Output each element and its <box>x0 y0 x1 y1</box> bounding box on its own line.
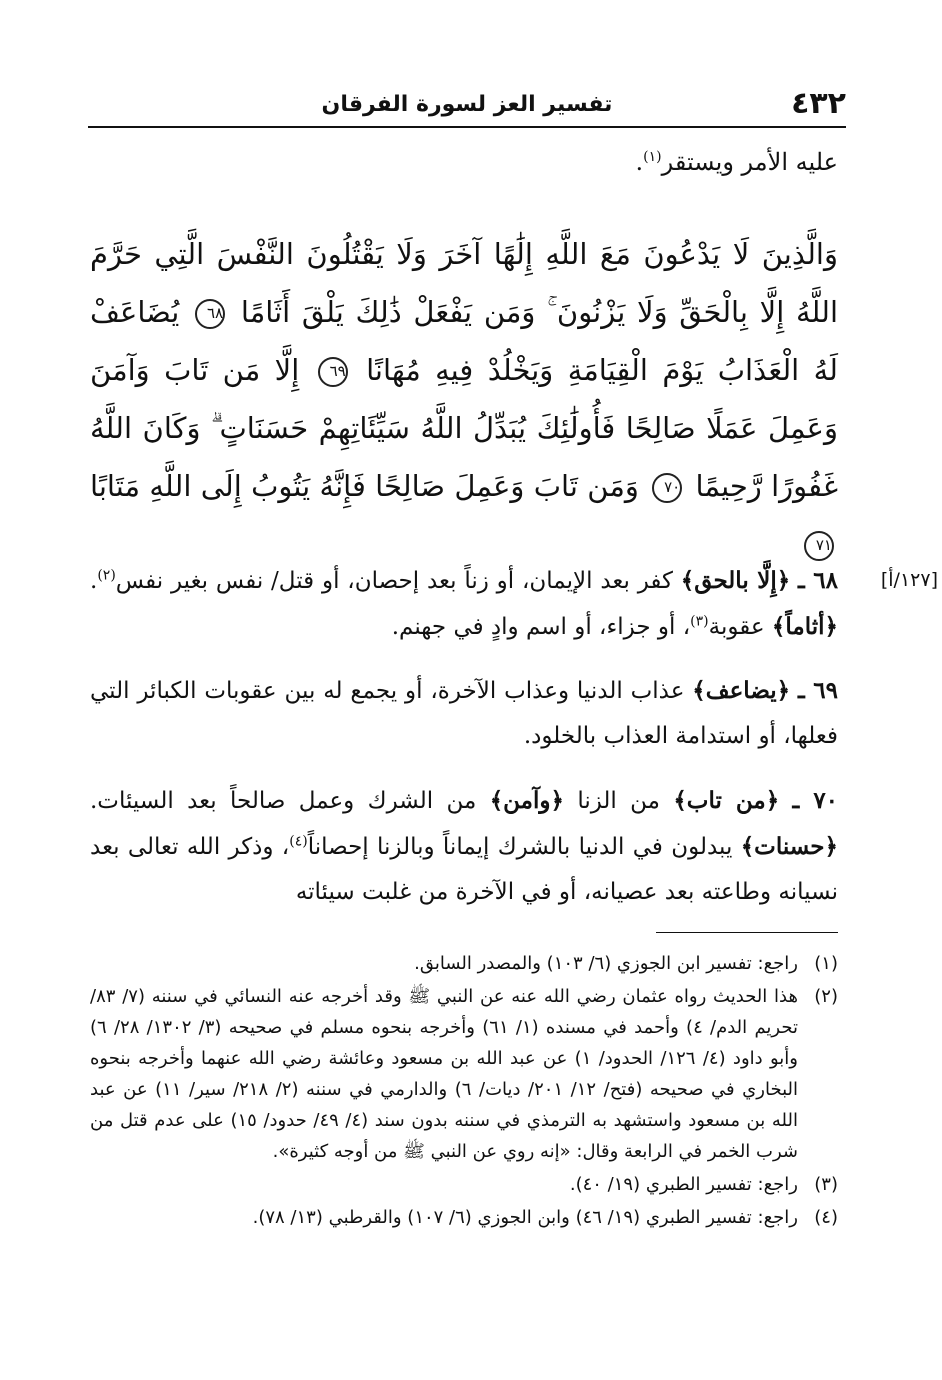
entry-number: ٦٨ ـ <box>798 567 838 594</box>
commentary-text: يبدلون في الدنيا بالشرك إيماناً وبالزنا إحصاناً <box>307 834 733 860</box>
entry-number: ٦٩ ـ <box>798 677 839 704</box>
commentary-text: . <box>90 568 98 594</box>
quoted-term: ﴿وآمن﴾ <box>489 787 564 814</box>
commentary-text: عقوبة <box>708 614 765 640</box>
page-header <box>88 84 846 128</box>
verse-text: وَالَّذِينَ لَا يَدْعُونَ مَعَ اللَّهِ إِلَٰهًا آخَرَ وَلَا يَقْتُلُونَ النَّفْسَ الَّتِي حَرَّمَ اللَّهُ إِلَّا بِالْحَقِّ وَلَا يَزْنُونَ ۚ وَمَن يَفْعَلْ ذَٰلِكَ يَلْقَ أَثَامًا <box>90 237 839 329</box>
footnote-separator <box>656 932 838 933</box>
footnote-text: راجع: تفسير الطبري (١٩/ ٤٦) وابن الجوزي (٦/ ١٠٧) والقرطبي (١٣/ ٧٨). <box>252 1207 798 1228</box>
footnote-text: هذا الحديث رواه عثمان رضي الله عنه عن النبي ﷺ وقد أخرجه عنه النسائي في سننه (٧/ ٨٣/ تحريم الدم/ ٤) وأحمد في مسنده (١/ ٦١) وأخرجه بنحوه مسلم في صحيحه (٣/ ١٣٠٢/ ٢٨/ ٦) وأبو داود (٤/ ١٢٦/ الحدود/ ١) عن عبد الله بن مسعود وعائشة رضي الله عنهما وأخرجه بنحوه البخاري في صحيحه (فتح/ ١٢/ ٢٠١/ ديات/ ٦) والدارمي في سننه (٢/ ٢١٨/ سير/ ١١) عن عبد الله بن مسعود واستشهد به الترمذي في سننه بدون سند (٤/ ٤٩/ حدود/ ١٥) على عدم قتل من شرب الخمر في الرابعة وقال: «إنه روي عن النبي ﷺ من أوجه كثيرة». <box>90 986 799 1162</box>
verse-text: وَمَن تَابَ وَعَمِلَ صَالِحًا فَإِنَّهُ يَتُوبُ إِلَى اللَّهِ مَتَابًا <box>90 469 639 503</box>
quoted-term: ﴿يضاعف﴾ <box>692 677 791 704</box>
running-title: تفسير العز لسورة الفرقان <box>321 92 613 117</box>
footnote-ref[interactable]: (٤) <box>289 833 308 850</box>
commentary-text: كفر بعد الإيمان، أو زناً بعد إحصان، أو قتل/ نفس بغير نفس <box>115 568 673 594</box>
intro-text: عليه الأمر ويستقر <box>661 148 838 176</box>
intro-line <box>90 140 838 184</box>
ayah-number-marker: ٧١ <box>804 531 834 561</box>
footnote-ref[interactable]: (٢) <box>97 567 116 584</box>
verse-text: إِلَّا مَن تَابَ وَآمَنَ وَعَمِلَ عَمَلًا صَالِحًا فَأُولَٰئِكَ يُبَدِّلُ اللَّهُ سَيِّئَاتِهِمْ حَسَنَاتٍ ۗ وَكَانَ اللَّهُ غَفُورًا رَّحِيمًا <box>90 353 839 503</box>
commentary-verse-68 <box>90 558 838 650</box>
entry-number: ٧٠ ـ <box>792 787 839 814</box>
quoted-term: ﴿حسنات﴾ <box>740 833 838 860</box>
commentary-text: من الشرك وعمل صالحاً بعد السيئات. <box>90 788 477 814</box>
manuscript-folio-ref: [١٢٧/أ] <box>880 569 938 591</box>
footnote-item <box>90 981 838 1167</box>
ayah-number-marker: ٦٨ <box>195 299 225 329</box>
intro-end: . <box>635 148 644 176</box>
commentary-text: ، أو جزاء، أو اسم وادٍ في جهنم. <box>391 614 691 640</box>
footnote-item <box>90 1169 838 1200</box>
footnote-ref[interactable]: (٣) <box>690 613 709 630</box>
commentary-verse-69 <box>90 668 838 759</box>
footnotes <box>90 948 838 1235</box>
footnote-text: راجع: تفسير ابن الجوزي (٦/ ١٠٣) والمصدر السابق. <box>414 953 798 974</box>
quran-verses <box>90 225 838 573</box>
footnote-number: (٢) <box>814 986 838 1007</box>
quoted-term: ﴿من تاب﴾ <box>673 787 780 814</box>
commentary-verse-70 <box>90 778 838 915</box>
ayah-number-marker: ٧٠ <box>652 473 682 503</box>
page-number: ٤٣٢ <box>791 86 846 121</box>
commentary-text: عذاب الدنيا وعذاب الآخرة، أو يجمع له بين عقوبات الكبائر التي فعلها، أو استدامة العذاب بالخلود. <box>90 678 838 749</box>
footnote-ref[interactable]: (١) <box>643 149 662 165</box>
commentary-text: من الزنا <box>577 788 660 814</box>
footnote-item <box>90 1202 838 1233</box>
quoted-term: ﴿إِلَّا بالحق﴾ <box>680 567 791 594</box>
quoted-term: ﴿أثاماً﴾ <box>771 613 838 640</box>
ayah-number-marker: ٦٩ <box>318 357 348 387</box>
footnote-number: (١) <box>814 953 838 974</box>
footnote-number: (٣) <box>814 1174 838 1195</box>
footnote-number: (٤) <box>814 1207 838 1228</box>
verse-text: يُضَاعَفْ لَهُ الْعَذَابُ يَوْمَ الْقِيَامَةِ وَيَخْلُدْ فِيهِ مُهَانًا <box>90 295 838 387</box>
commentary-text: ، وذكر الله تعالى بعد نسيانه وطاعته بعد عصيانه، أو في الآخرة من غلبت سيئاته <box>90 834 838 905</box>
footnote-text: راجع: تفسير الطبري (١٩/ ٤٠). <box>569 1174 798 1195</box>
footnote-item <box>90 948 838 979</box>
